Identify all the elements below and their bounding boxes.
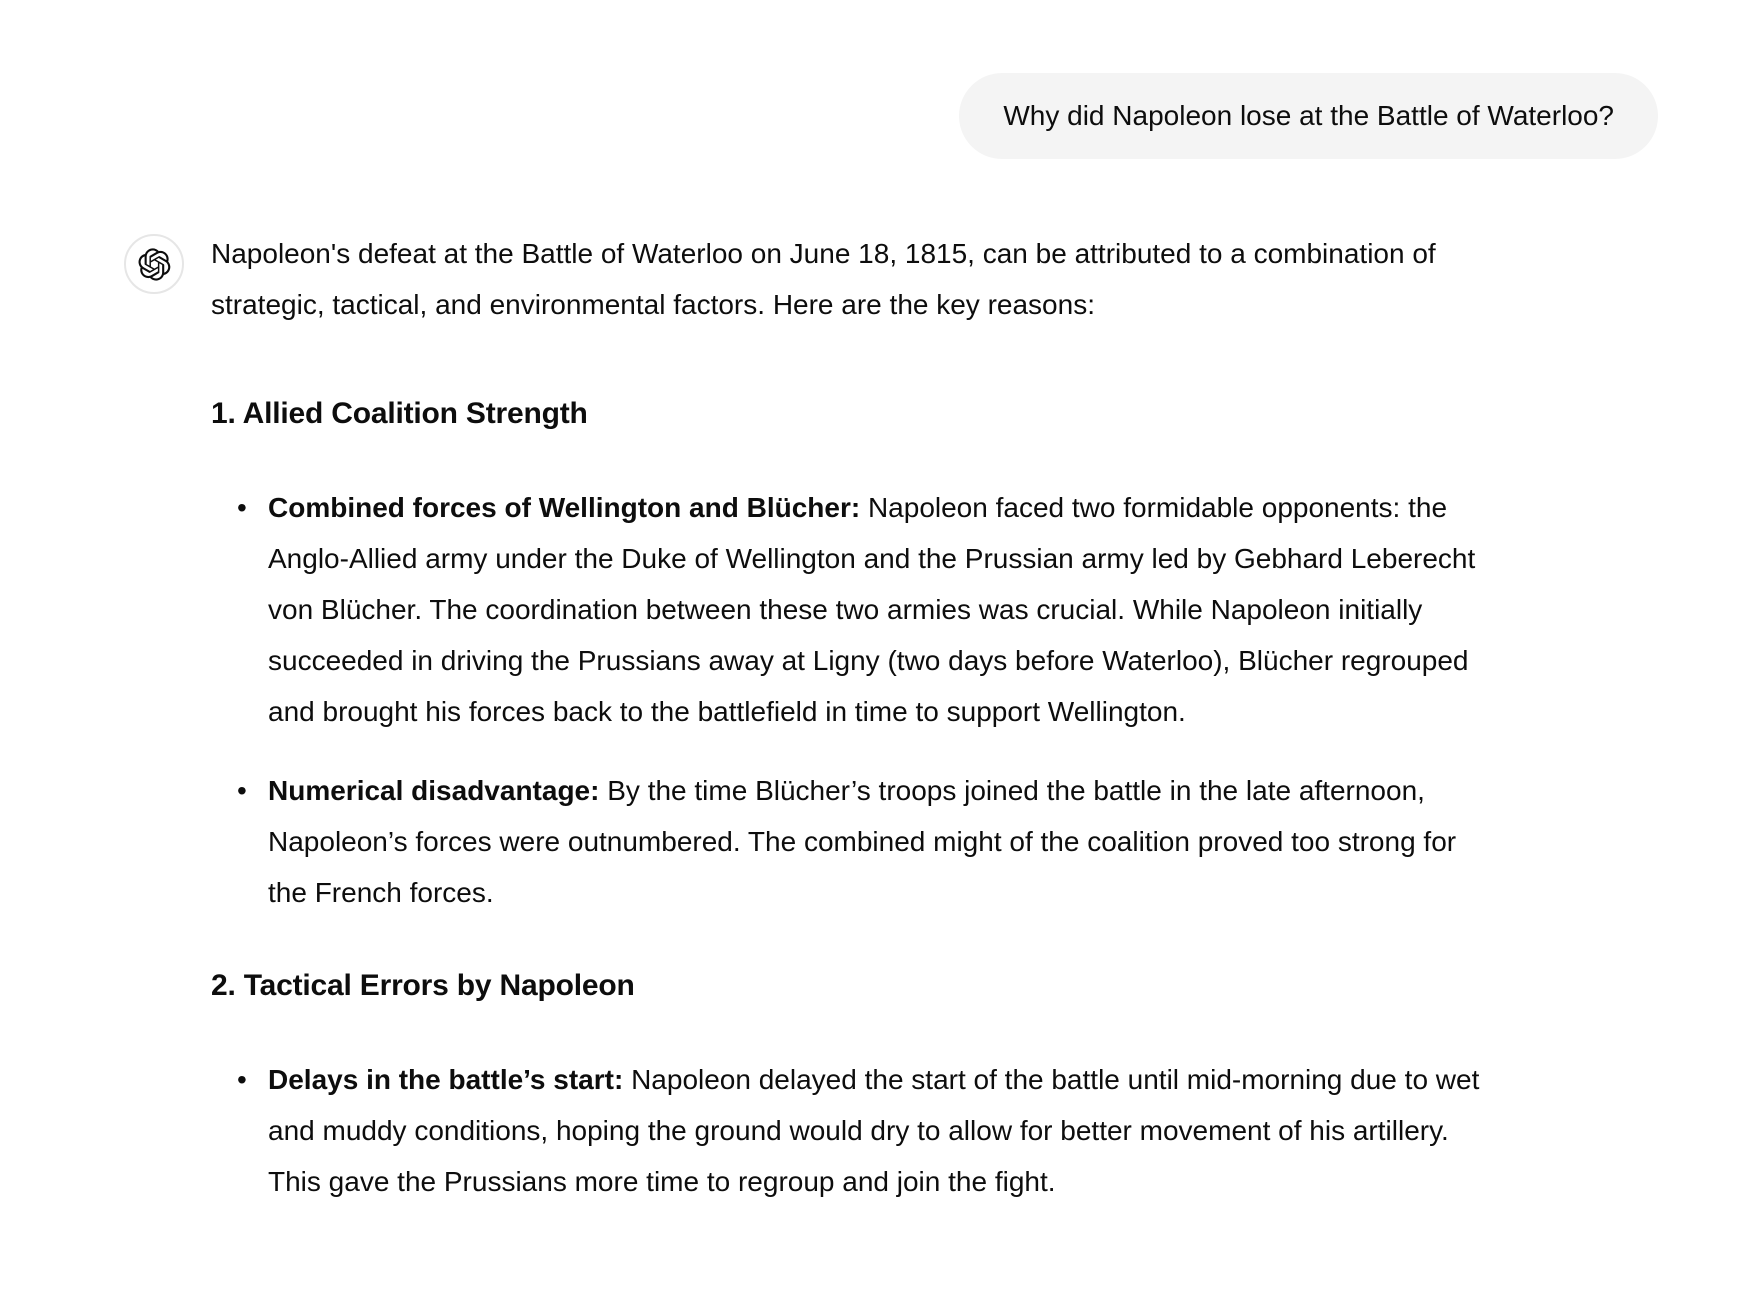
user-message-row: [0, 0, 1752, 159]
list-item: [211, 1054, 1496, 1207]
section-heading-allied-coalition: 1. Allied Coalition Strength: [211, 397, 588, 430]
assistant-message-content: [211, 228, 1496, 1255]
list-item: [211, 482, 1496, 737]
assistant-avatar: [124, 234, 184, 294]
bullet-lead: Delays in the battle’s start:: [268, 1064, 624, 1095]
intro-paragraph: Napoleon's defeat at the Battle of Waterloo on June 18, 1815, can be attributed to a combination of strategic, tactical, and environmental factors. Here are the key reasons:: [211, 238, 1436, 320]
user-message-bubble: Why did Napoleon lose at the Battle of Waterloo?: [959, 73, 1658, 159]
bullet-text: By the time Blücher’s troops joined the battle in the late afternoon, Napoleon’s forces were outnumbered. The combined might of the coalition proved too strong for the French forces.: [268, 775, 1457, 908]
bullet-text: Napoleon delayed the start of the battle until mid-morning due to wet and muddy conditions, hoping the ground would dry to allow for better movement of his artillery. This gave the Prussians more time to regroup and join the fight.: [268, 1064, 1480, 1197]
bullet-lead: Numerical disadvantage:: [268, 775, 600, 806]
section-heading-tactical-errors: 2. Tactical Errors by Napoleon: [211, 969, 635, 1002]
bullet-list-section-1: [211, 482, 1496, 918]
bullet-list-section-2: [211, 1054, 1496, 1207]
list-item: [211, 765, 1496, 918]
bullet-text: Napoleon faced two formidable opponents: the Anglo-Allied army under the Duke of Wellington and the Prussian army led by Gebhard Leberecht von Blücher. The coordination between these two armies was crucial. While Napoleon initially succeeded in driving the Prussians away at Ligny (two days before Waterloo), Blücher regrouped and brought his forces back to the battlefield in time to support Wellington.: [268, 492, 1476, 727]
bullet-lead: Combined forces of Wellington and Blücher:: [268, 492, 861, 523]
assistant-message-row: [0, 228, 1752, 1255]
openai-logo-icon: [138, 248, 171, 281]
